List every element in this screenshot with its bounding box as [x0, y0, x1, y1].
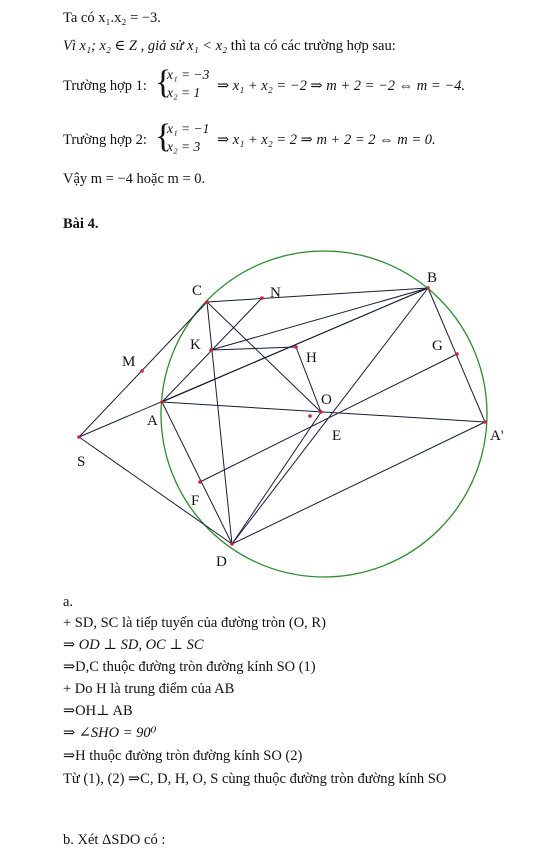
case-2-eq2: x₂ = 3 — [167, 139, 201, 154]
point-f — [198, 480, 202, 484]
line-co — [207, 302, 321, 412]
part-a-line-6: ⇒ ∠SHO = 90⁰ — [63, 725, 157, 741]
label-h: H — [306, 350, 317, 366]
line-cd — [207, 302, 232, 544]
case-2-brace: { — [155, 118, 172, 155]
line-do — [232, 412, 321, 544]
points — [77, 286, 487, 546]
label-a-prime: A' — [490, 428, 504, 444]
line-cb — [207, 288, 428, 302]
label-s: S — [77, 454, 86, 470]
part-a-line-4: + Do H là trung điểm của AB — [63, 681, 235, 697]
part-a-line-2: ⇒ OD ⊥ SD, OC ⊥ SC — [63, 637, 204, 653]
point-n — [260, 296, 264, 300]
point-d — [230, 542, 234, 546]
part-a-line-7: ⇒H thuộc đường tròn đường kính SO (2) — [63, 748, 303, 764]
line-bd — [232, 288, 428, 544]
exercise-heading: Bài 4. — [63, 216, 99, 232]
label-o: O — [321, 392, 332, 408]
part-a-line-8: Từ (1), (2) ⇒C, D, H, O, S cùng thuộc đường tròn đường kính SO — [63, 771, 447, 787]
label-d: D — [216, 554, 227, 570]
label-c: C — [192, 283, 203, 299]
label-f: F — [191, 493, 200, 509]
point-o — [319, 410, 323, 414]
label-n: N — [270, 285, 281, 301]
assumption-math: Vì x₁; x₂ ∈ Z , giả sử x₁ < x₂ — [63, 38, 228, 54]
label-b: B — [427, 270, 438, 286]
point-s — [77, 435, 81, 439]
point-k — [209, 348, 213, 352]
label-m: M — [122, 354, 136, 370]
case-1-eq2: x₂ = 1 — [167, 85, 201, 100]
line-da2 — [232, 422, 485, 544]
point-c — [205, 300, 209, 304]
part-b-line-1: b. Xét ΔSDO có : — [63, 832, 166, 848]
conclusion-line: Vậy m = −4 hoặc m = 0. — [63, 171, 206, 187]
point-a — [160, 400, 164, 404]
case-2-label: Trường hợp 2: — [63, 132, 147, 148]
case-1-brace: { — [155, 64, 172, 101]
case-1-eq1: x₁ = −3 — [167, 67, 210, 82]
label-k: K — [190, 337, 201, 353]
line-sd — [79, 437, 232, 544]
label-e: E — [332, 428, 342, 444]
case-2-eq1: x₁ = −1 — [167, 121, 210, 136]
label-g: G — [432, 338, 443, 354]
part-a-line-3: ⇒D,C thuộc đường tròn đường kính SO (1) — [63, 659, 316, 675]
point-h — [294, 345, 298, 349]
part-a-line-1: + SD, SC là tiếp tuyến của đường tròn (O, R) — [63, 615, 326, 631]
point-b — [426, 286, 430, 290]
point-m — [140, 369, 144, 373]
part-a-label: a. — [63, 594, 74, 610]
point-e — [308, 414, 312, 418]
case-1-result: ⇒ x₁ + x₂ = −2 ⇒ m + 2 = −2 ⇔ m = −4. — [217, 78, 465, 94]
line-kb — [211, 288, 428, 350]
construction-lines — [79, 288, 485, 544]
product-roots-line: Ta có x₁.x₂ = −3. — [63, 10, 161, 26]
point-g — [455, 352, 459, 356]
case-1-label: Trường hợp 1: — [63, 78, 147, 94]
assumption-text: thì ta có các trường hợp sau: — [227, 38, 396, 54]
point-a-prime — [483, 420, 487, 424]
case-2-result: ⇒ x₁ + x₂ = 2 ⇒ m + 2 = 2 ⇔ m = 0. — [217, 132, 436, 148]
label-a: A — [147, 413, 158, 429]
part-a-line-5: ⇒OH⊥ AB — [63, 703, 133, 719]
line-sc — [79, 302, 207, 437]
